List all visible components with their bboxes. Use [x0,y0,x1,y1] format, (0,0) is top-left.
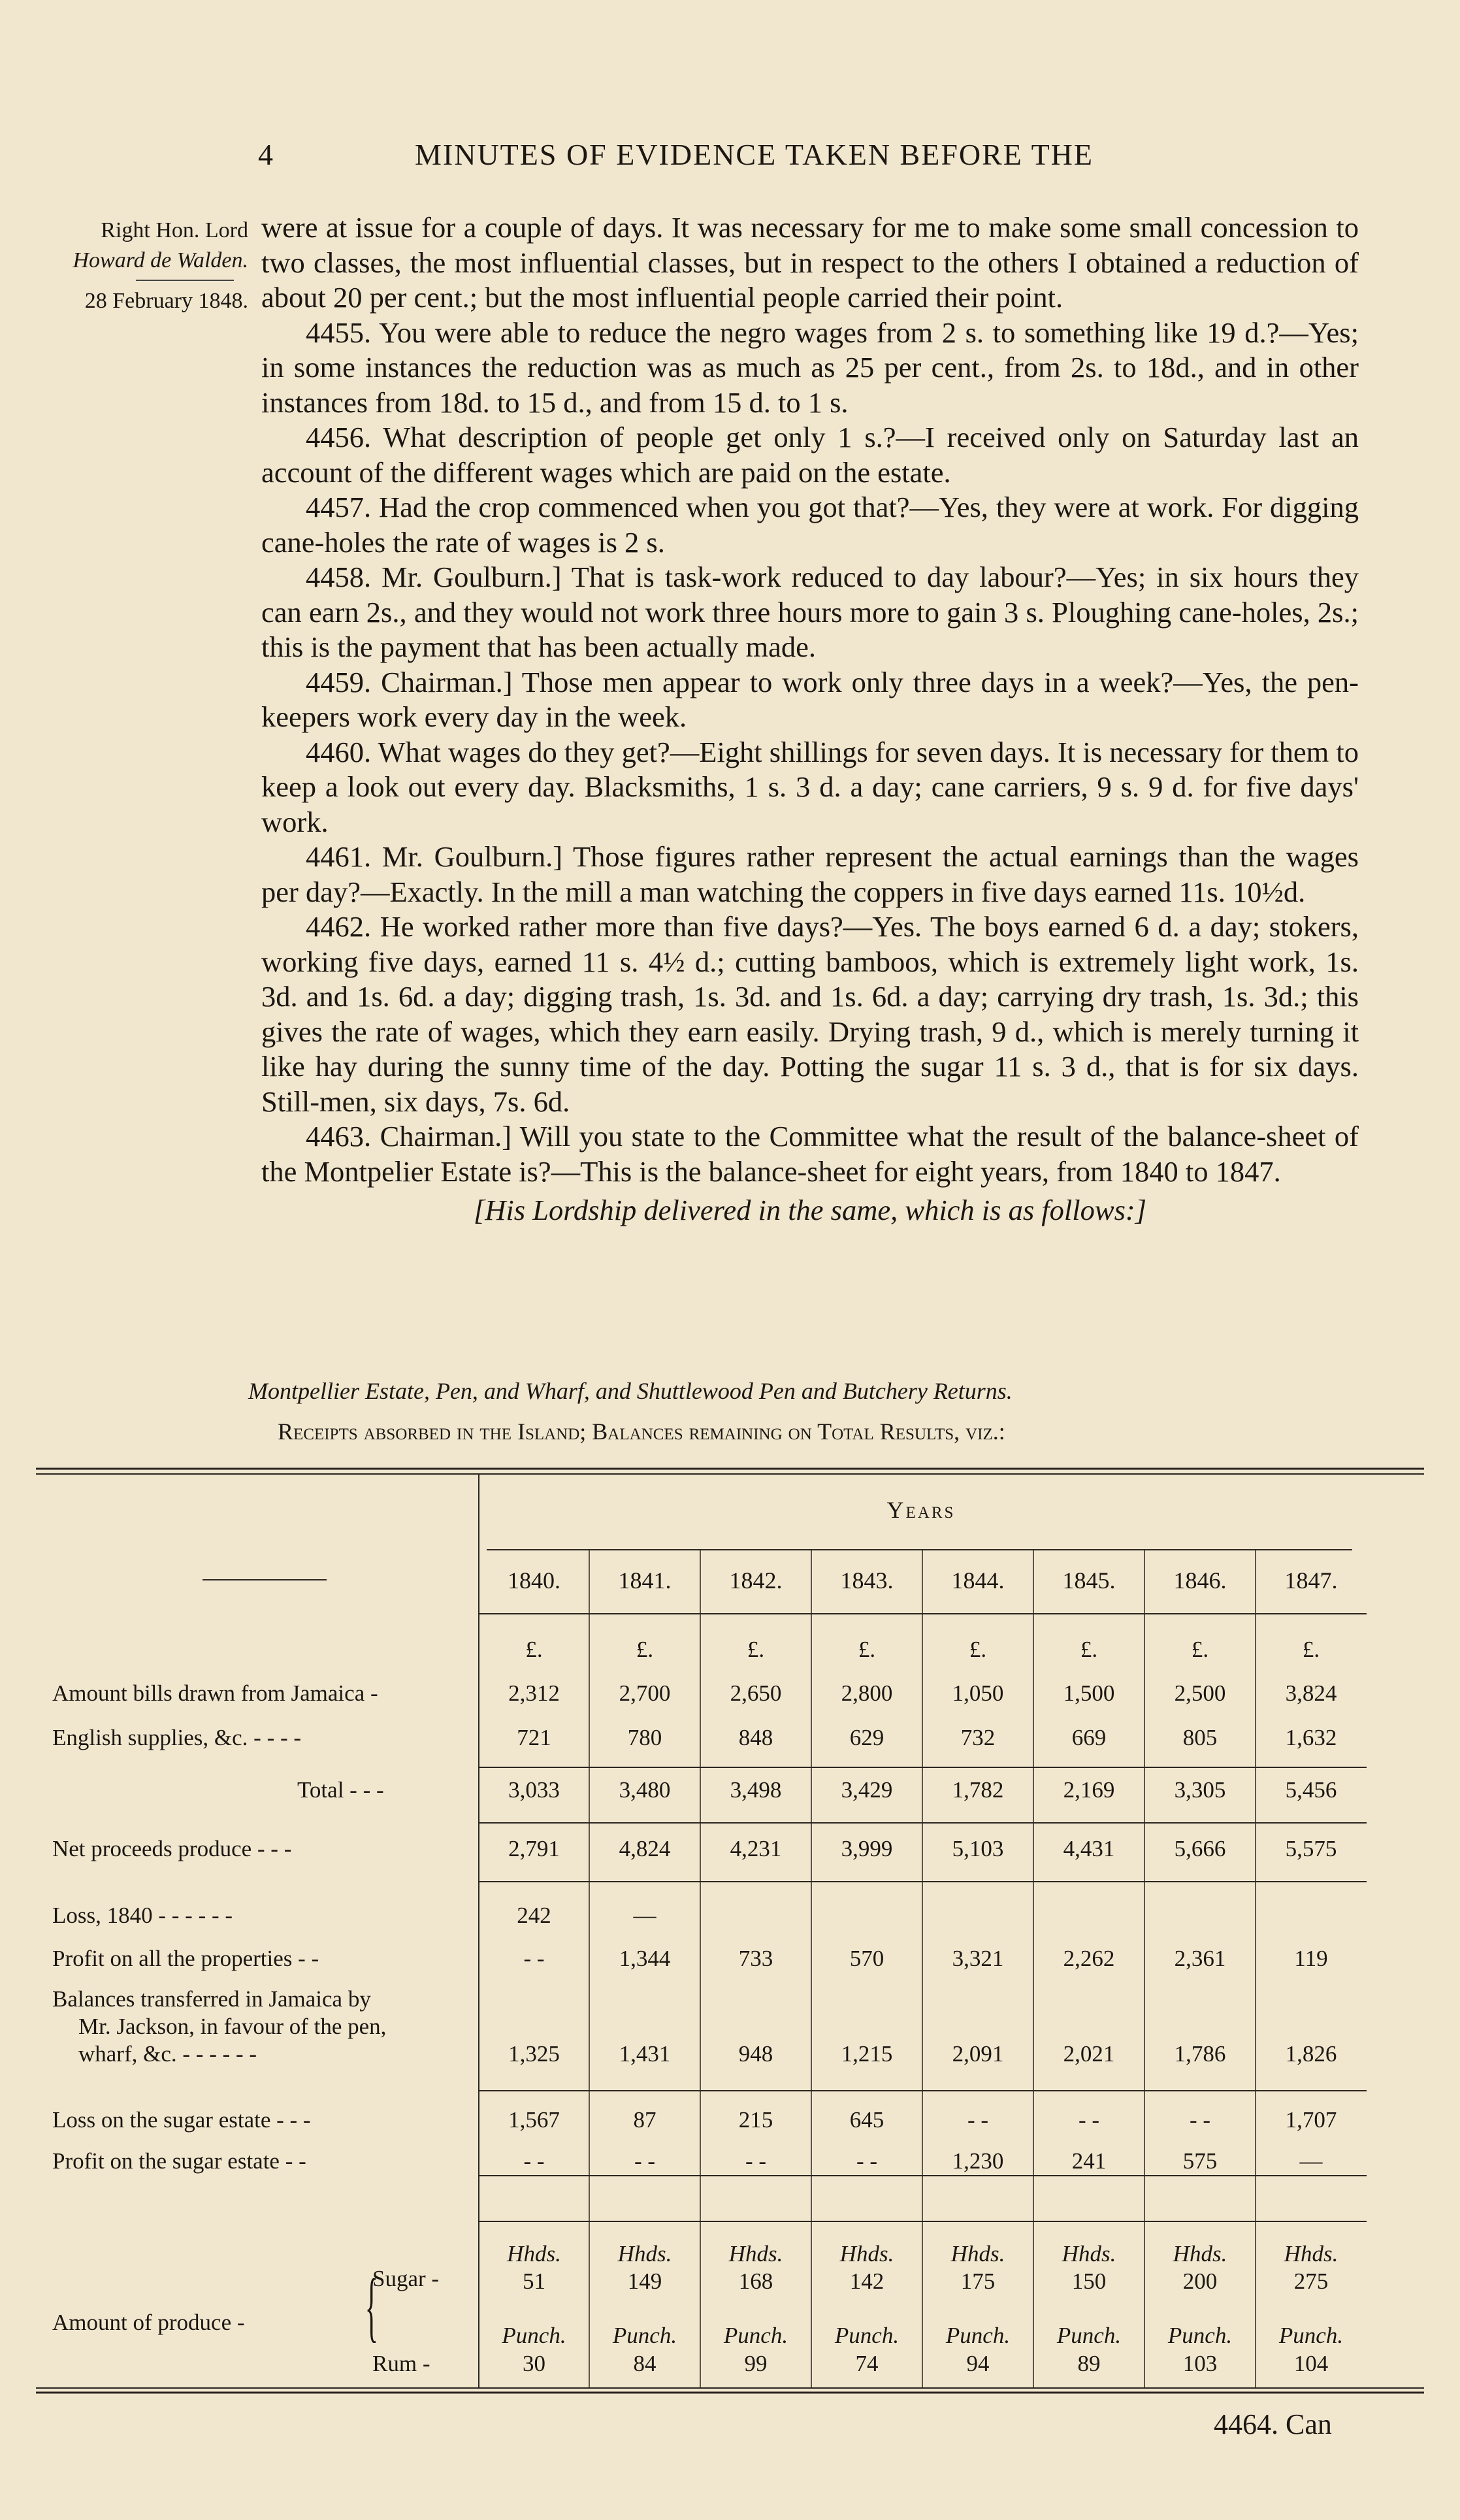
row-label-profit-sugar: Profit on the sugar estate - - [52,2148,306,2174]
cell-supplies: 805 [1182,1725,1218,1750]
cell-profit: 2,361 [1174,1946,1226,1971]
unit-hogsheads: Hhds. [617,2241,672,2266]
cell-profit: 119 [1294,1946,1328,1971]
cell-balances: 1,325 [508,2041,560,2067]
cell-sugar: 51 [523,2268,545,2294]
cell-bills: 2,500 [1174,1680,1226,1706]
cell-profit-sugar: - - [634,2148,656,2174]
cell-sugar: 275 [1293,2268,1329,2294]
cell-bills: 2,800 [841,1680,893,1706]
cell-rum: 94 [966,2351,990,2376]
years-header: Years [886,1497,956,1523]
cell-profit: 1,344 [619,1946,671,1971]
row-label-profit: Profit on all the properties - - [52,1946,319,1971]
cell-balances: 1,826 [1285,2041,1337,2067]
cell-supplies: 669 [1071,1725,1107,1750]
cell-profit-sugar: 575 [1182,2148,1218,2174]
question-4462: 4462. He worked rather more than five days?—Yes. The boys earned 6 d. a day; stokers, working five days, earned 11 s. 4½ d.; cutting bamboos, which is extremely light work, 1s. 3d. and 1s. 6d. a day; digging trash, 1s. 3d. and 1s. 6d. a day; carrying dry trash, 1s. 3d.; this gives the rate of wages, which they earn easily. Drying trash, 9 d., which is merely turning it like hay during the sunny time of the day. Potting the sugar 11 s. 3 d., that is for six days. Still-men, six days, 7s. 6d. [261,910,1359,1118]
cell-loss1840: 242 [517,1903,551,1928]
row-label-balances-1: Balances transferred in Jamaica by [52,1986,371,2012]
cell-net: 4,824 [619,1836,671,1861]
cell-balances: 948 [738,2041,773,2067]
cell-bills: 2,312 [508,1680,560,1706]
cell-profit-sugar: 241 [1071,2148,1107,2174]
row-label-sugar: Sugar - [372,2266,440,2291]
year-header-1843: 1843. [840,1567,894,1594]
question-4460: 4460. What wages do they get?—Eight shillings for seven days. It is necessary for them to keep a look out every day. Blacksmiths, 1 s. 3 d. a day; cane carriers, 9 s. 9 d. for five days' work. [261,735,1359,838]
running-title: MINUTES OF EVIDENCE TAKEN BEFORE THE [415,138,1094,171]
unit-pound: £. [1191,1637,1209,1662]
cell-rum: 84 [633,2351,657,2376]
year-header-1840: 1840. [508,1567,560,1594]
cell-loss-sugar: - - [1189,2107,1211,2133]
cell-net: 4,231 [730,1836,782,1861]
question-4457: 4457. Had the crop commenced when you got that?—Yes, they were at work. For digging cane-holes the rate of wages is 2 s. [261,491,1359,559]
produce-brace: { [365,2263,378,2349]
cell-rum: 30 [523,2351,545,2376]
unit-puncheons: Punch. [612,2323,677,2348]
cell-profit: - - [523,1946,545,1971]
unit-pound: £. [747,1637,765,1662]
year-header-1841: 1841. [618,1567,672,1594]
cell-rum: 99 [744,2351,768,2376]
margin-date: 28 February 1848. [84,289,248,313]
cell-net: 4,431 [1063,1836,1115,1861]
cell-loss-sugar: 1,567 [508,2107,560,2133]
cell-profit-sugar: - - [745,2148,767,2174]
row-label-loss-1840: Loss, 1840 - - - - - - [52,1903,233,1928]
cell-bills: 2,700 [619,1680,671,1706]
row-label-supplies: English supplies, &c. - - - - [52,1725,302,1750]
question-4461: 4461. Mr. Goulburn.] Those figures rather represent the actual earnings than the wages per day?—Exactly. In the mill a man watching the coppers in five days earned 11s. 10½d. [261,840,1359,908]
cell-profit: 733 [738,1946,773,1971]
cell-total: 3,033 [508,1777,560,1803]
cell-balances: 1,215 [841,2041,893,2067]
cell-sugar: 168 [738,2268,773,2294]
row-label-net: Net proceeds produce - - - [52,1836,292,1861]
question-4463: 4463. Chairman.] Will you state to the Committee what the result of the balance-sheet of the Montpelier Estate is?—This is the balance-sheet for eight years, from 1840 to 1847. [261,1120,1359,1188]
cell-balances: 2,091 [952,2041,1004,2067]
cell-sugar: 175 [960,2268,996,2294]
row-label-produce: Amount of produce - [52,2310,245,2335]
year-header-1842: 1842. [729,1567,783,1594]
unit-hogsheads: Hhds. [728,2241,783,2266]
unit-hogsheads: Hhds. [507,2241,561,2266]
unit-pound: £. [858,1637,876,1662]
cell-loss-sugar: 1,707 [1285,2107,1337,2133]
cell-loss1840: — [633,1903,657,1928]
cell-balances: 1,786 [1174,2041,1226,2067]
row-label-balances-3: wharf, &c. - - - - - - [78,2041,257,2067]
cell-total: 3,429 [841,1777,893,1803]
cell-sugar: 142 [849,2268,884,2294]
cell-loss-sugar: 645 [849,2107,884,2133]
cell-profit-sugar: 1,230 [952,2148,1004,2174]
cell-loss-sugar: 87 [633,2107,657,2133]
paragraph-continued: were at issue for a couple of days. It was necessary for me to make some small concession to two classes, the most influential classes, but in respect to the others I obtained a reduction of about 20 per cent.; but the most influential people carried their point. [261,211,1359,314]
year-header-1844: 1844. [951,1567,1005,1594]
cell-rum: 74 [855,2351,879,2376]
cell-loss-sugar: - - [967,2107,989,2133]
table-subtitle: Receipts absorbed in the Island; Balances remaining on Total Results, viz.: [278,1418,1005,1445]
cell-total: 3,480 [619,1777,671,1803]
cell-net: 3,999 [841,1836,893,1861]
cell-bills: 3,824 [1285,1680,1337,1706]
unit-puncheons: Punch. [1056,2323,1122,2348]
cell-supplies: 780 [627,1725,662,1750]
cell-sugar: 149 [627,2268,662,2294]
cell-balances: 1,431 [619,2041,671,2067]
cell-profit-sugar: - - [523,2148,545,2174]
cell-bills: 2,650 [730,1680,782,1706]
question-4458: 4458. Mr. Goulburn.] That is task-work reduced to day labour?—Yes; in six hours they can earn 2s., and they would not work three hours more to gain 3 s. Ploughing cane-holes, 2s.; this is the payment that has been actually made. [261,561,1359,663]
cell-sugar: 150 [1071,2268,1107,2294]
page-number: 4 [258,138,273,171]
cell-profit-sugar: - - [856,2148,878,2174]
row-label-balances-2: Mr. Jackson, in favour of the pen, [78,2014,387,2039]
unit-pound: £. [525,1637,543,1662]
unit-puncheons: Punch. [1167,2323,1233,2348]
unit-puncheons: Punch. [834,2323,900,2348]
cell-supplies: 629 [849,1725,884,1750]
unit-puncheons: Punch. [1278,2323,1344,2348]
row-label-rum: Rum - [372,2351,430,2376]
year-header-1846: 1846. [1173,1567,1227,1594]
cell-net: 5,575 [1285,1836,1337,1861]
cell-sugar: 200 [1182,2268,1218,2294]
delivered-note: [His Lordship delivered in the same, which is as follows:] [473,1194,1147,1226]
cell-bills: 1,050 [952,1680,1004,1706]
cell-net: 2,791 [508,1836,560,1861]
year-header-1845: 1845. [1062,1567,1116,1594]
cell-balances: 2,021 [1063,2041,1115,2067]
unit-puncheons: Punch. [945,2323,1011,2348]
cell-total: 3,305 [1174,1777,1226,1803]
row-label-loss-sugar: Loss on the sugar estate - - - [52,2107,311,2133]
unit-hogsheads: Hhds. [1284,2241,1338,2266]
table-title: Montpellier Estate, Pen, and Wharf, and Shuttlewood Pen and Butchery Returns. [248,1378,1013,1404]
cell-rum: 104 [1293,2351,1329,2376]
cell-bills: 1,500 [1063,1680,1115,1706]
witness-name-line1: Right Hon. Lord [101,218,248,242]
unit-hogsheads: Hhds. [839,2241,894,2266]
cell-profit: 3,321 [952,1946,1004,1971]
cell-total: 1,782 [952,1777,1004,1803]
cell-rum: 103 [1182,2351,1218,2376]
question-4456: 4456. What description of people get only 1 s.?—I received only on Saturday last an account of the different wages which are paid on the estate. [261,421,1359,489]
unit-pound: £. [1080,1637,1098,1662]
cell-loss-sugar: 215 [738,2107,773,2133]
row-label-bills: Amount bills drawn from Jamaica - [52,1680,378,1706]
unit-hogsheads: Hhds. [1062,2241,1116,2266]
cell-total: 5,456 [1285,1777,1337,1803]
cell-supplies: 732 [960,1725,996,1750]
cell-profit-sugar: — [1299,2148,1323,2174]
question-4455: 4455. You were able to reduce the negro wages from 2 s. to something like 19 d.?—Yes; in some instances the reduction was as much as 25 per cent., from 2s. to 18d., and in other instances from 18d. to 15 d., and from 15 d. to 1 s. [261,316,1359,419]
cell-supplies: 848 [738,1725,773,1750]
witness-name-line2: Howard de Walden. [73,248,248,272]
cell-net: 5,666 [1174,1836,1226,1861]
unit-puncheons: Punch. [502,2323,566,2348]
question-4459: 4459. Chairman.] Those men appear to work only three days in a week?—Yes, the pen-keepers work every day in the week. [261,665,1359,733]
unit-puncheons: Punch. [723,2323,788,2348]
unit-pound: £. [969,1637,987,1662]
cell-supplies: 721 [517,1725,551,1750]
unit-hogsheads: Hhds. [1173,2241,1227,2266]
year-header-1847: 1847. [1284,1567,1338,1594]
cell-profit: 570 [849,1946,884,1971]
cell-net: 5,103 [952,1836,1004,1861]
cell-supplies: 1,632 [1285,1725,1337,1750]
cell-profit: 2,262 [1063,1946,1115,1971]
cell-loss-sugar: - - [1078,2107,1100,2133]
cell-total: 3,498 [730,1777,782,1803]
row-label-total: Total - - - [297,1777,384,1803]
cell-total: 2,169 [1063,1777,1115,1803]
unit-hogsheads: Hhds. [950,2241,1005,2266]
unit-pound: £. [636,1637,654,1662]
catchword: 4464. Can [1214,2408,1332,2440]
unit-pound: £. [1302,1637,1320,1662]
cell-rum: 89 [1077,2351,1101,2376]
